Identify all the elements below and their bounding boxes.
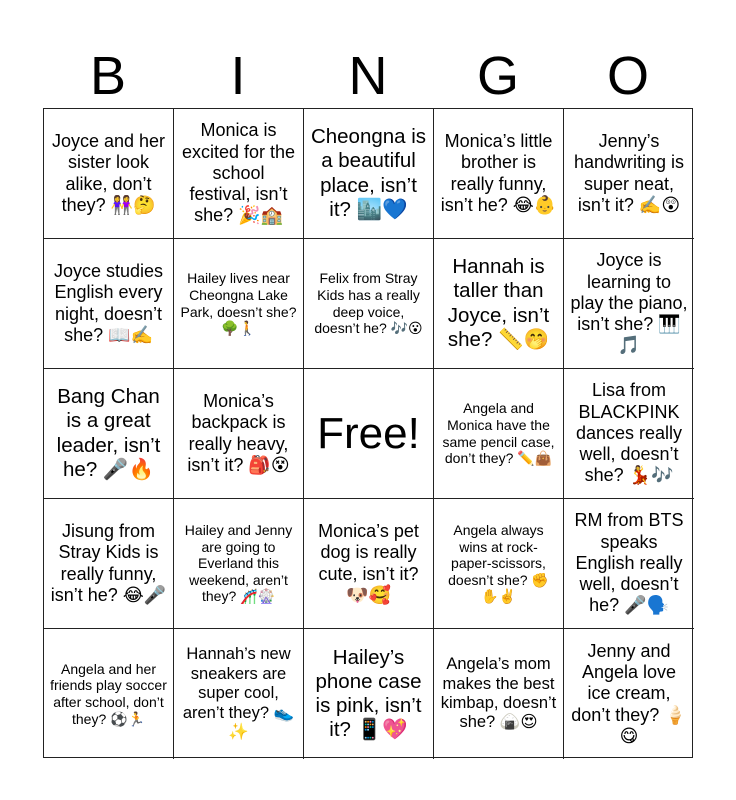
bingo-cell-g5[interactable] xyxy=(434,629,564,759)
cell-text: Joyce studies English every night, doesn’t she? 📖✍️ xyxy=(53,261,164,345)
cell-text: Angela and her friends play soccer after school, don’t they? ⚽🏃 xyxy=(50,660,167,727)
cell-text: Angela’s mom makes the best kimbap, doesn’t she? 🍙😍 xyxy=(440,655,557,732)
bingo-header xyxy=(43,44,693,108)
cell-text: Monica’s little brother is really funny, isn’t he? 😂👶 xyxy=(440,131,557,215)
bingo-cell-b3[interactable] xyxy=(44,369,174,499)
bingo-cell-b4[interactable] xyxy=(44,499,174,629)
cell-text: Bang Chan is a great leader, isn’t he? 🎤🔥 xyxy=(56,385,161,481)
header-letter-g: G xyxy=(476,46,519,106)
bingo-cell-b5[interactable] xyxy=(44,629,174,759)
cell-text: Monica’s pet dog is really cute, isn’t it? 🐶🥰 xyxy=(318,521,419,605)
cell-text: RM from BTS speaks English really well, doesn’t he? 🎤🗣️ xyxy=(574,510,684,616)
bingo-cell-o4[interactable] xyxy=(564,499,694,629)
cell-text: Cheongna is a beautiful place, isn’t it? 🏙️💙 xyxy=(310,125,427,221)
bingo-cell-n5[interactable] xyxy=(304,629,434,759)
cell-text: Monica is excited for the school festival, isn’t she? 🎉🏫 xyxy=(181,120,296,226)
cell-text: Hailey and Jenny are going to Everland this weekend, aren’t they? 🎢🎡 xyxy=(184,522,293,605)
bingo-cell-i1[interactable] xyxy=(174,109,304,239)
bingo-cell-g1[interactable] xyxy=(434,109,564,239)
bingo-cell-g3[interactable] xyxy=(434,369,564,499)
bingo-cell-n2[interactable] xyxy=(304,239,434,369)
header-letter-b: B xyxy=(89,46,127,106)
bingo-cell-i4[interactable] xyxy=(174,499,304,629)
cell-text: Jenny’s handwriting is super neat, isn’t it? ✍️😲 xyxy=(573,131,685,215)
bingo-cell-b2[interactable] xyxy=(44,239,174,369)
cell-text: Hailey lives near Cheongna Lake Park, doesn’t she? 🌳🚶 xyxy=(180,270,297,337)
bingo-cell-o5[interactable] xyxy=(564,629,694,759)
bingo-cell-i2[interactable] xyxy=(174,239,304,369)
bingo-cell-i3[interactable] xyxy=(174,369,304,499)
header-letter-i: I xyxy=(230,46,246,106)
cell-text: Angela and Monica have the same pencil case, don’t they? ✏️👜 xyxy=(442,400,555,467)
cell-text: Jenny and Angela love ice cream, don’t they? 🍦😋 xyxy=(571,640,687,746)
header-letter-n: N xyxy=(348,46,388,106)
bingo-cell-g4[interactable] xyxy=(434,499,564,629)
cell-text: Hannah is taller than Joyce, isn’t she? 📏🤭 xyxy=(447,255,550,351)
bingo-cell-n4[interactable] xyxy=(304,499,434,629)
cell-text: Monica’s backpack is really heavy, isn’t it? 🎒😵 xyxy=(187,391,290,475)
bingo-cell-n1[interactable] xyxy=(304,109,434,239)
bingo-cell-o2[interactable] xyxy=(564,239,694,369)
bingo-cell-i5[interactable] xyxy=(174,629,304,759)
cell-text: Hannah’s new sneakers are super cool, aren’t they? 👟✨ xyxy=(182,645,295,742)
header-letter-o: O xyxy=(606,46,649,106)
bingo-board xyxy=(43,108,693,758)
free-space-label: Free! xyxy=(317,408,420,458)
cell-text: Lisa from BLACKPINK dances really well, doesn’t she? 💃🎶 xyxy=(575,380,683,486)
cell-text: Felix from Stray Kids has a really deep voice, doesn’t he? 🎶😮 xyxy=(314,270,423,337)
cell-text: Jisung from Stray Kids is really funny, isn’t he? 😂🎤 xyxy=(50,521,167,605)
bingo-cell-b1[interactable] xyxy=(44,109,174,239)
cell-text: Joyce is learning to play the piano, isn’t she? 🎹🎵 xyxy=(570,250,688,356)
cell-text: Hailey’s phone case is pink, isn’t it? 📱💖 xyxy=(315,645,422,742)
cell-text: Angela always wins at rock-paper-scissors, doesn’t she? ✊✋✌️ xyxy=(448,522,549,605)
bingo-cell-g2[interactable] xyxy=(434,239,564,369)
bingo-cell-o3[interactable] xyxy=(564,369,694,499)
bingo-cell-o1[interactable] xyxy=(564,109,694,239)
cell-text: Joyce and her sister look alike, don’t they? 👭🤔 xyxy=(51,131,166,215)
bingo-cell-free[interactable] xyxy=(304,369,434,499)
